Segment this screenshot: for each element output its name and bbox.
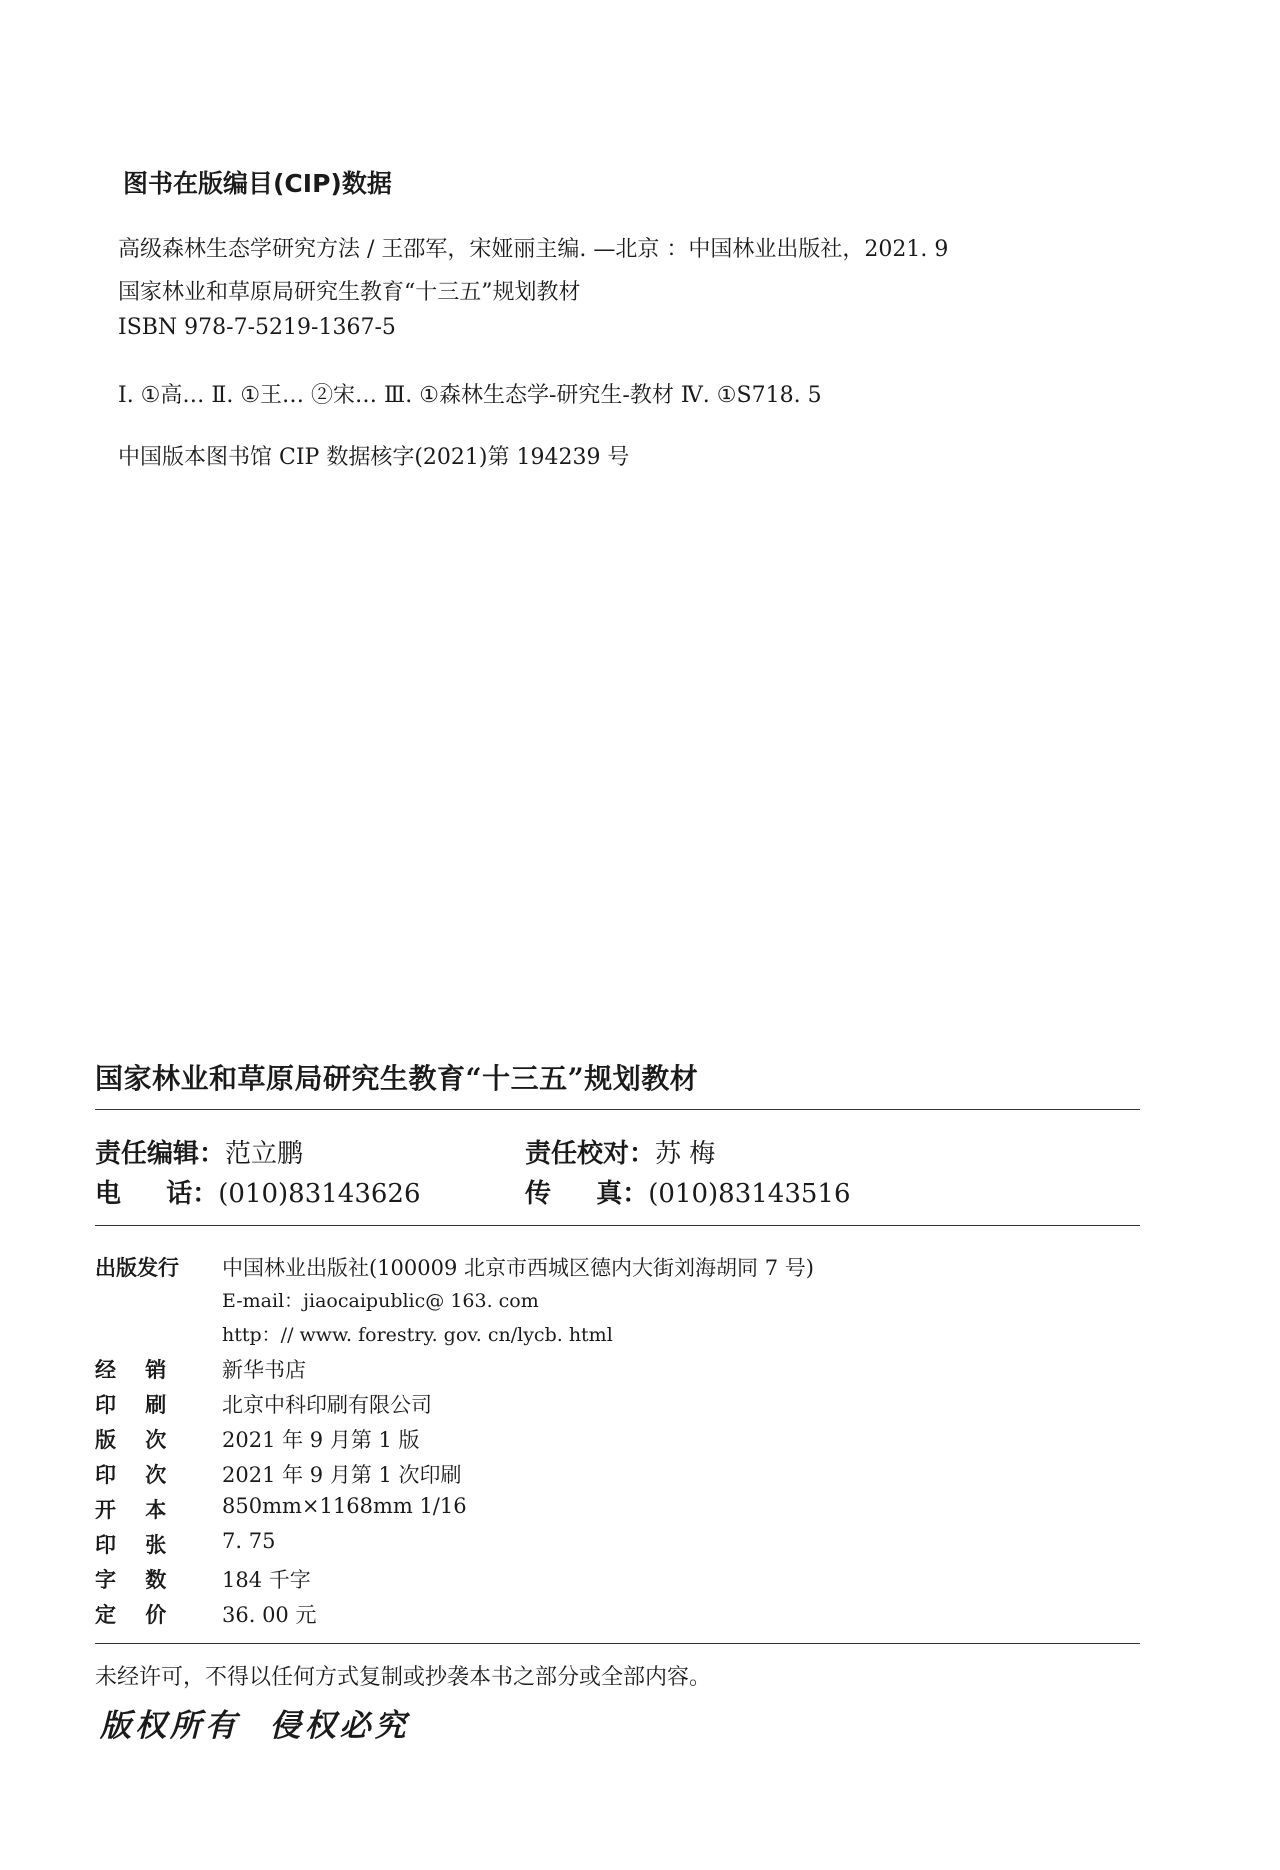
publisher-url: http：// www. forestry. gov. cn/lycb. html (222, 1324, 613, 1346)
format-label: 开 本 (95, 1498, 167, 1522)
editor-label: 责任编辑： (95, 1139, 226, 1169)
publisher-value: 中国林业出版社(100009 北京市西城区德内大街刘海胡同 7 号) (222, 1256, 814, 1280)
price-value: 36. 00 元 (222, 1603, 317, 1627)
cip-record-number: 中国版本图书馆 CIP 数据核字(2021)第 194239 号 (118, 445, 630, 470)
divider (95, 1225, 1140, 1226)
proofreader-label: 责任校对： (525, 1139, 656, 1169)
phone-label: 电 话： (95, 1179, 219, 1209)
format-value: 850mm×1168mm 1/16 (222, 1494, 467, 1518)
word-count-label: 字 数 (95, 1568, 167, 1592)
printing-value: 2021 年 9 月第 1 次印刷 (222, 1463, 462, 1487)
distributor-label: 经 销 (95, 1358, 167, 1382)
cip-title-line: 高级森林生态学研究方法 / 王邵军，宋娅丽主编. —北京 ：中国林业出版社，2021. 9 (118, 237, 949, 262)
editor-value: 范立鹏 (225, 1139, 304, 1169)
distributor-value: 新华书店 (222, 1358, 306, 1382)
phone-value: (010)83143626 (218, 1179, 421, 1209)
edition-value: 2021 年 9 月第 1 版 (222, 1428, 420, 1452)
phone-field (95, 1173, 421, 1210)
sheets-label: 印 张 (95, 1533, 167, 1557)
publisher-label: 出版发行 (95, 1256, 179, 1280)
divider (95, 1643, 1140, 1644)
proofreader-value: 苏 梅 (655, 1139, 716, 1169)
copyright-notice: 未经许可，不得以任何方式复制或抄袭本书之部分或全部内容。 (95, 1665, 712, 1690)
printer-label: 印 刷 (95, 1393, 167, 1417)
printer-value: 北京中科印刷有限公司 (222, 1393, 432, 1417)
publisher-email: E-mail：jiaocaipublic@ 163. com (222, 1290, 539, 1312)
price-label: 定 价 (95, 1603, 167, 1627)
printing-label: 印 次 (95, 1463, 167, 1487)
series-title: 国家林业和草原局研究生教育“十三五”规划教材 (95, 1062, 699, 1095)
fax-value: (010)83143516 (648, 1179, 851, 1209)
word-count-value: 184 千字 (222, 1568, 311, 1592)
sheets-value: 7. 75 (222, 1529, 276, 1553)
all-rights-reserved: 版权所有 侵权必究 (100, 1708, 410, 1744)
cip-heading: 图书在版编目(CIP)数据 (123, 169, 392, 198)
proofreader-field (525, 1133, 715, 1170)
cip-classification: Ⅰ. ①高… Ⅱ. ①王… ②宋… Ⅲ. ①森林生态学-研究生-教材 Ⅳ. ①S718. 5 (118, 383, 822, 408)
divider (95, 1109, 1140, 1110)
fax-label: 传 真： (525, 1179, 649, 1209)
fax-field (525, 1173, 851, 1210)
editor-field (95, 1133, 303, 1170)
cip-isbn: ISBN 978-7-5219-1367-5 (118, 315, 396, 340)
edition-label: 版 次 (95, 1428, 167, 1452)
cip-series-line: 国家林业和草原局研究生教育“十三五”规划教材 (118, 280, 581, 305)
